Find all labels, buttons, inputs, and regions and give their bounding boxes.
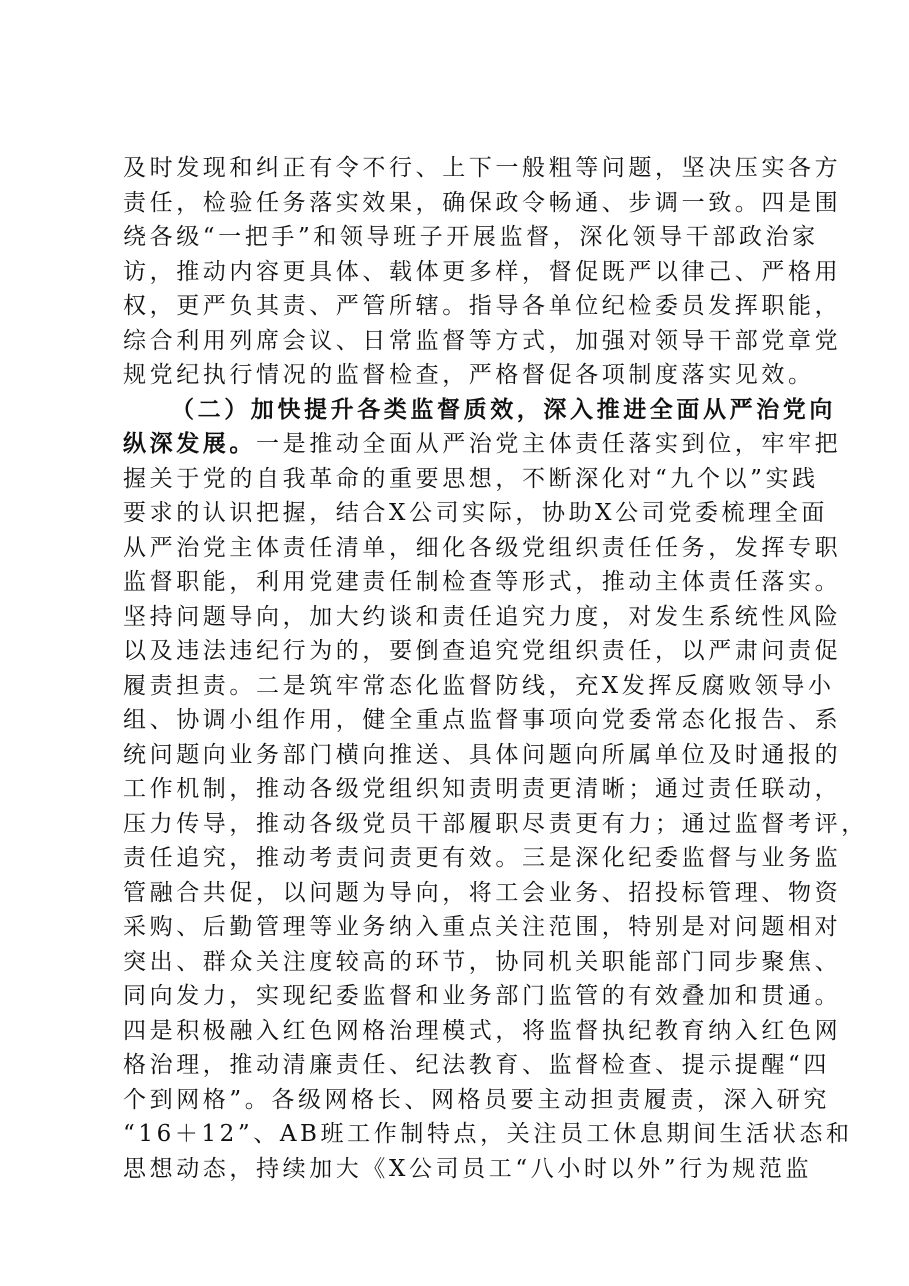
text-line-21: 责任追究，推动考责问责更有效。三是深化纪委监督与业务监 xyxy=(123,845,842,871)
text-line-14: 坚持问题导向，加大约谈和责任追究力度，对发生系统性风险 xyxy=(123,603,842,630)
text-line-9 xyxy=(123,427,842,462)
text-line-6: 综合利用列席会议、日常监督等方式，加强对领导干部党章党 xyxy=(123,327,842,354)
text-line-28: 个到网格”。各级网格长、网格员要主动担责履责，深入研究 xyxy=(123,1086,830,1113)
text-line-11: 要求的认识把握，结合X公司实际，协助X公司党委梳理全面 xyxy=(123,500,828,526)
text-line-15: 以及违法违纪行为的，要倒查追究党组织责任，以严肃问责促 xyxy=(123,638,842,664)
text-line-22: 管融合共促，以问题为导向，将工会业务、招投标管理、物资 xyxy=(123,879,842,906)
text-line-23: 采购、后勤管理等业务纳入重点关注范围，特别是对问题相对 xyxy=(123,914,842,940)
text-line-2: 责任，检验任务落实效果，确保政令畅通、步调一致。四是围 xyxy=(123,189,842,216)
text-line-27: 格治理，推动清廉责任、纪法教育、监督检查、提示提醒“四 xyxy=(123,1052,830,1078)
text-line-16: 履责担责。二是筑牢常态化监督防线，充X发挥反腐败领导小 xyxy=(123,672,835,699)
text-line-18: 统问题向业务部门横向推送、具体问题向所属单位及时通报的 xyxy=(123,741,842,768)
text-line-29: “16＋12”、AB班工作制特点，关注员工休息期间生活状态和 xyxy=(123,1121,853,1147)
text-line-3: 绕各级“一把手”和领导班子开展监督，深化领导干部政治家 xyxy=(123,224,819,250)
text-line-10: 握关于党的自我革命的重要思想，不断深化对“九个以”实践 xyxy=(123,465,819,492)
body-text xyxy=(123,151,868,1186)
text-line-17: 组、协调小组作用，健全重点监督事项向党委常态化报告、系 xyxy=(123,707,842,733)
text-line-26: 四是积极融入红色网格治理模式，将监督执纪教育纳入红色网 xyxy=(123,1017,842,1044)
text-line-5: 权，更严负其责、严管所辖。指导各单位纪检委员发挥职能， xyxy=(123,293,842,319)
text-line-25: 同向发力，实现纪委监督和业务部门监管的有效叠加和贯通。 xyxy=(123,983,842,1009)
text-line-13: 监督职能，利用党建责任制检查等形式，推动主体责任落实。 xyxy=(123,569,842,595)
section-heading-continuation: 纵深发展。 xyxy=(123,430,256,457)
text-line-19: 工作机制，推动各级党组织知责明责更清晰；通过责任联动， xyxy=(123,776,842,802)
text-line-9-body: 一是推动全面从严治党主体责任落实到位，牢牢把 xyxy=(256,431,842,457)
text-line-24: 突出、群众关注度较高的环节，协同机关职能部门同步聚焦、 xyxy=(123,948,842,975)
text-line-4: 访，推动内容更具体、载体更多样，督促既严以律己、严格用 xyxy=(123,258,842,285)
text-line-1: 及时发现和纠正有令不行、上下一般粗等问题，坚决压实各方 xyxy=(123,155,842,181)
text-line-20: 压力传导，推动各级党员干部履职尽责更有力；通过监督考评， xyxy=(123,810,868,837)
section-heading: （二）加快提升各类监督质效，深入推进全面从严治党向 xyxy=(171,395,836,423)
text-line-7: 规党纪执行情况的监督检查，严格督促各项制度落实见效。 xyxy=(123,362,815,388)
text-line-30: 思想动态，持续加大《X公司员工“八小时以外”行为规范监 xyxy=(123,1155,813,1182)
text-line-12: 从严治党主体责任清单，细化各级党组织责任任务，发挥专职 xyxy=(123,534,842,561)
